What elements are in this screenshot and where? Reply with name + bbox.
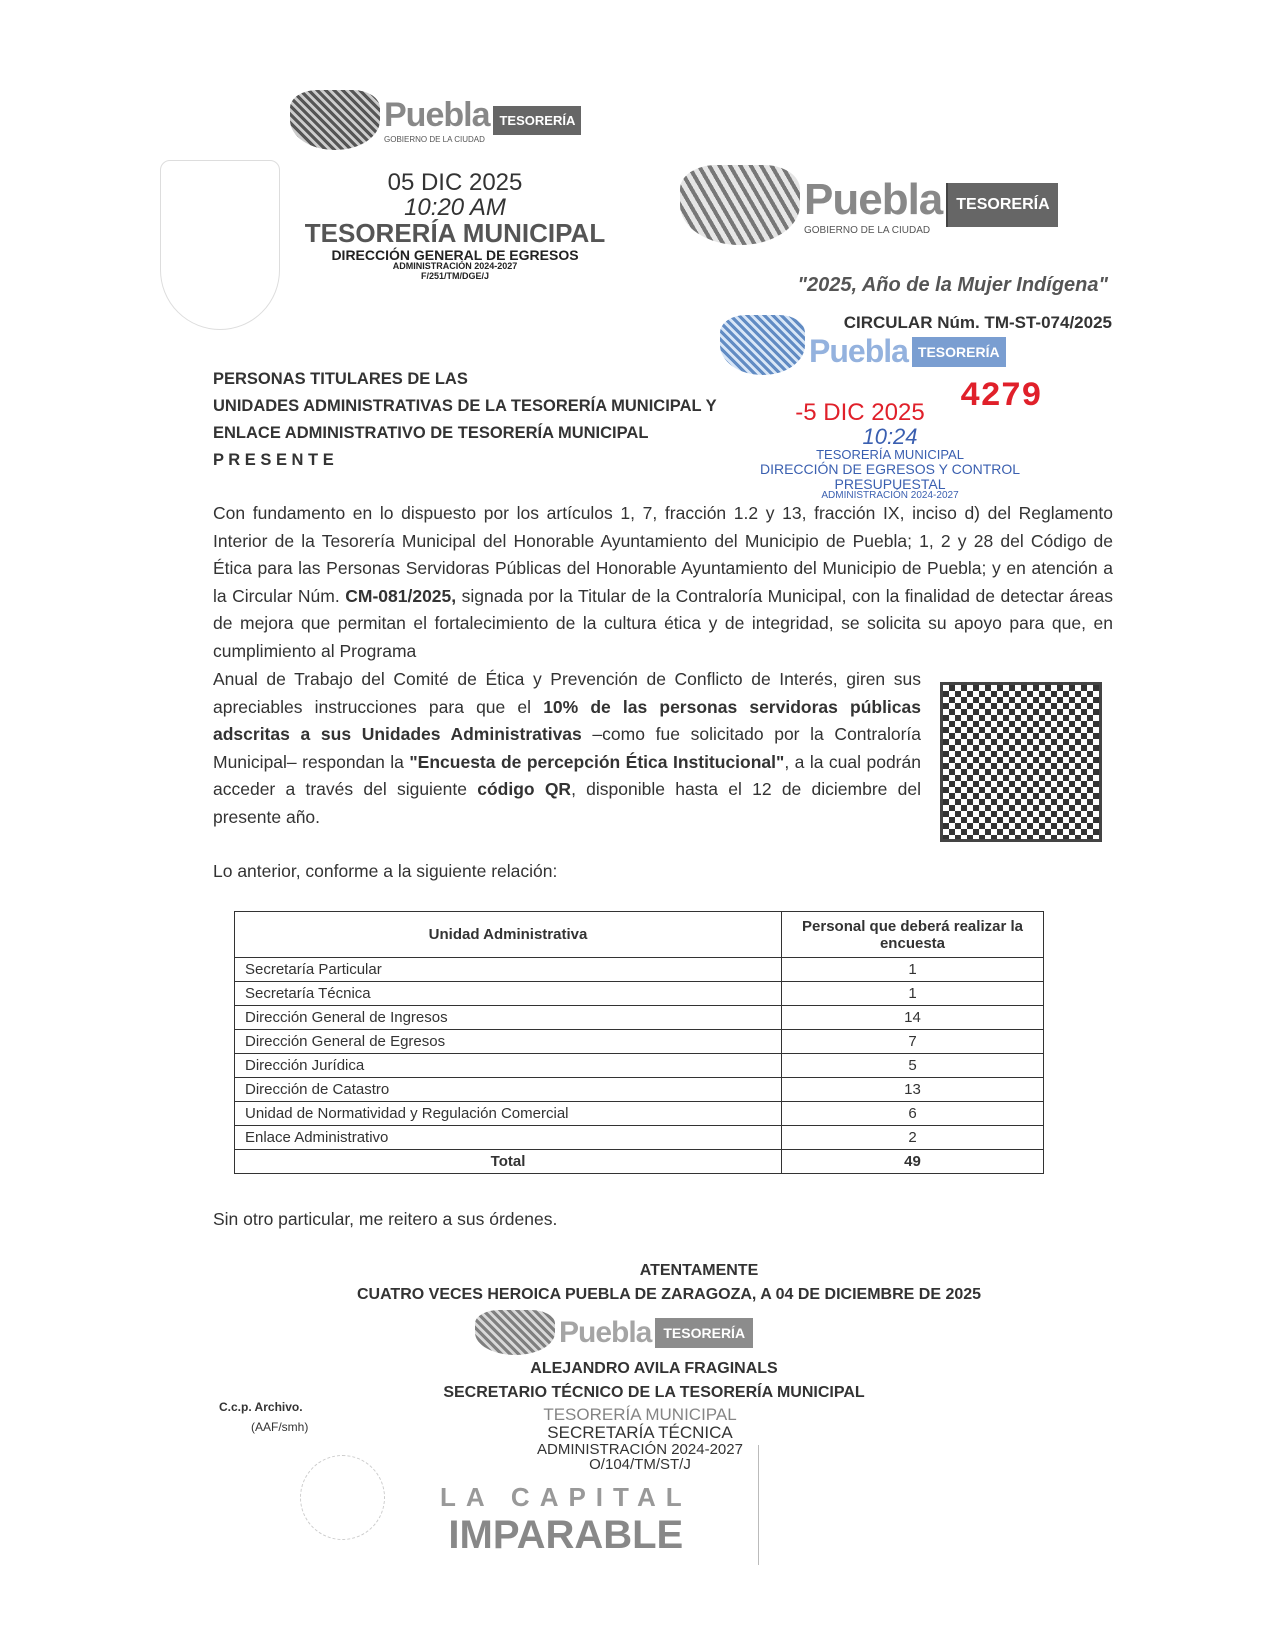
table-row: [235, 982, 1044, 1006]
unit-name: Dirección de Catastro: [235, 1078, 782, 1102]
year-motto: "2025, Año de la Mujer Indígena": [797, 274, 1108, 296]
tecnica-stamp: TESORERÍA MUNICIPAL SECRETARÍA TÉCNICA ADMINISTRACIÓN 2024-2027 O/104/TM/ST/J: [537, 1405, 743, 1474]
personnel-count: 1: [782, 982, 1044, 1006]
table-row: [235, 1006, 1044, 1030]
unit-name: Secretaría Técnica: [235, 982, 782, 1006]
table-row: [235, 1078, 1044, 1102]
personnel-count: 2: [782, 1126, 1044, 1150]
personnel-count: 5: [782, 1054, 1044, 1078]
signature-block: ATENTAMENTE CUATRO VECES HEROICA PUEBLA DE ZARAGOZA, A 04 DE DICIEMBRE DE 2025 Puebla TESORERÍA ALEJANDRO AVILA FRAGINALS SECRETARIO TÉCNICO DE LA TESORERÍA MUNICIPAL: [356, 1262, 982, 1401]
crest-icon: [680, 165, 800, 245]
divider: [758, 1445, 759, 1565]
survey-table: [234, 911, 1044, 1174]
closing-line: Sin otro particular, me reitero a sus órdenes.: [213, 1209, 558, 1229]
table-row: [235, 1126, 1044, 1150]
puebla-logo-blue-stamp: Puebla TESORERÍA: [720, 315, 1006, 375]
unit-name: Dirección General de Egresos: [235, 1030, 782, 1054]
ccp-block: C.c.p. Archivo. (AAF/smh): [219, 1400, 309, 1434]
personnel-count: 7: [782, 1030, 1044, 1054]
personnel-count: 6: [782, 1102, 1044, 1126]
unit-name: Unidad de Normatividad y Regulación Comercial: [235, 1102, 782, 1126]
personnel-count: 14: [782, 1006, 1044, 1030]
survey-qr-code[interactable]: [940, 682, 1102, 842]
table-row: [235, 1054, 1044, 1078]
column-header-unit: Unidad Administrativa: [235, 912, 782, 958]
crest-icon: [720, 315, 805, 375]
table-row: [235, 958, 1044, 982]
paragraph-relation: Lo anterior, conforme a la siguiente relación:: [213, 861, 558, 881]
table-row: [235, 1030, 1044, 1054]
puebla-logo-header: Puebla GOBIERNO DE LA CIUDAD TESORERÍA: [680, 165, 1058, 245]
paragraph-legal-basis: Con fundamento en lo dispuesto por los artículos 1, 7, fracción 1.2 y 13, fracción IX, inciso d) del Reglamento Interior de la Tesorería Municipal del Honorable Ayuntamiento del Municipio de Puebla; 1, 2 y 28 del Código de Ética para las Personas Servidoras Públicas del Honorable Ayuntamiento del Municipio de Puebla; y en atención a la Circular Núm. CM-081/2025, signada por la Titular de la Contraloría Municipal, con la finalidad de detectar áreas de mejora que permitan el fortalecimiento de la cultura ética y de integridad, se solicita su apoyo para que, en cumplimiento al Programa: [213, 503, 1113, 661]
table-row: [235, 1102, 1044, 1126]
folio-number: 4279: [960, 378, 1042, 416]
personnel-count: 13: [782, 1078, 1044, 1102]
crest-icon: [290, 90, 380, 150]
unit-name: Secretaría Particular: [235, 958, 782, 982]
received-stamp-egresos: 05 DIC 2025 10:20 AM TESORERÍA MUNICIPAL DIRECCIÓN GENERAL DE EGRESOS ADMINISTRACIÓN 2024-2027 F/251/TM/DGE/J: [304, 169, 606, 281]
table-total-row: Total 49: [235, 1150, 1044, 1174]
puebla-logo-signature-stamp: Puebla TESORERÍA: [475, 1310, 753, 1355]
received-stamp-control: -5 DIC 2025 10:24 TESORERÍA MUNICIPAL DIRECCIÓN DE EGRESOS Y CONTROL PRESUPUESTAL ADMINISTRACIÓN 2024-2027: [759, 399, 1021, 502]
unit-name: Enlace Administrativo: [235, 1126, 782, 1150]
footer-slogan: LA CAPITAL IMPARABLE: [440, 1482, 692, 1557]
personnel-count: 1: [782, 958, 1044, 982]
shield-seal: [160, 160, 280, 330]
column-header-personnel: Personal que deberá realizar la encuesta: [782, 912, 1044, 958]
unit-name: Dirección General de Ingresos: [235, 1006, 782, 1030]
unit-name: Dirección Jurídica: [235, 1054, 782, 1078]
crest-icon: [475, 1310, 555, 1355]
circular-number: CIRCULAR Núm. TM-ST-074/2025: [843, 313, 1112, 332]
paragraph-survey-request: Anual de Trabajo del Comité de Ética y Prevención de Conflicto de Interés, giren sus apreciables instrucciones para que el 10% de las personas servidoras públicas adscritas a sus Unidades Administrativas –como fue solicitado por la Contraloría Municipal– respondan la "Encuesta de percepción Ética Institucional", a la cual podrán acceder a través del siguiente código QR, disponible hasta el 12 de diciembre del presente año.: [213, 669, 921, 827]
puebla-logo-top: Puebla GOBIERNO DE LA CIUDAD TESORERÍA: [290, 90, 581, 150]
faded-seal: [300, 1455, 385, 1540]
addressee-block: PERSONAS TITULARES DE LAS UNIDADES ADMINISTRATIVAS DE LA TESORERÍA MUNICIPAL Y ENLACE ADMINISTRATIVO DE TESORERÍA MUNICIPAL P R E S E N T E: [213, 370, 717, 469]
